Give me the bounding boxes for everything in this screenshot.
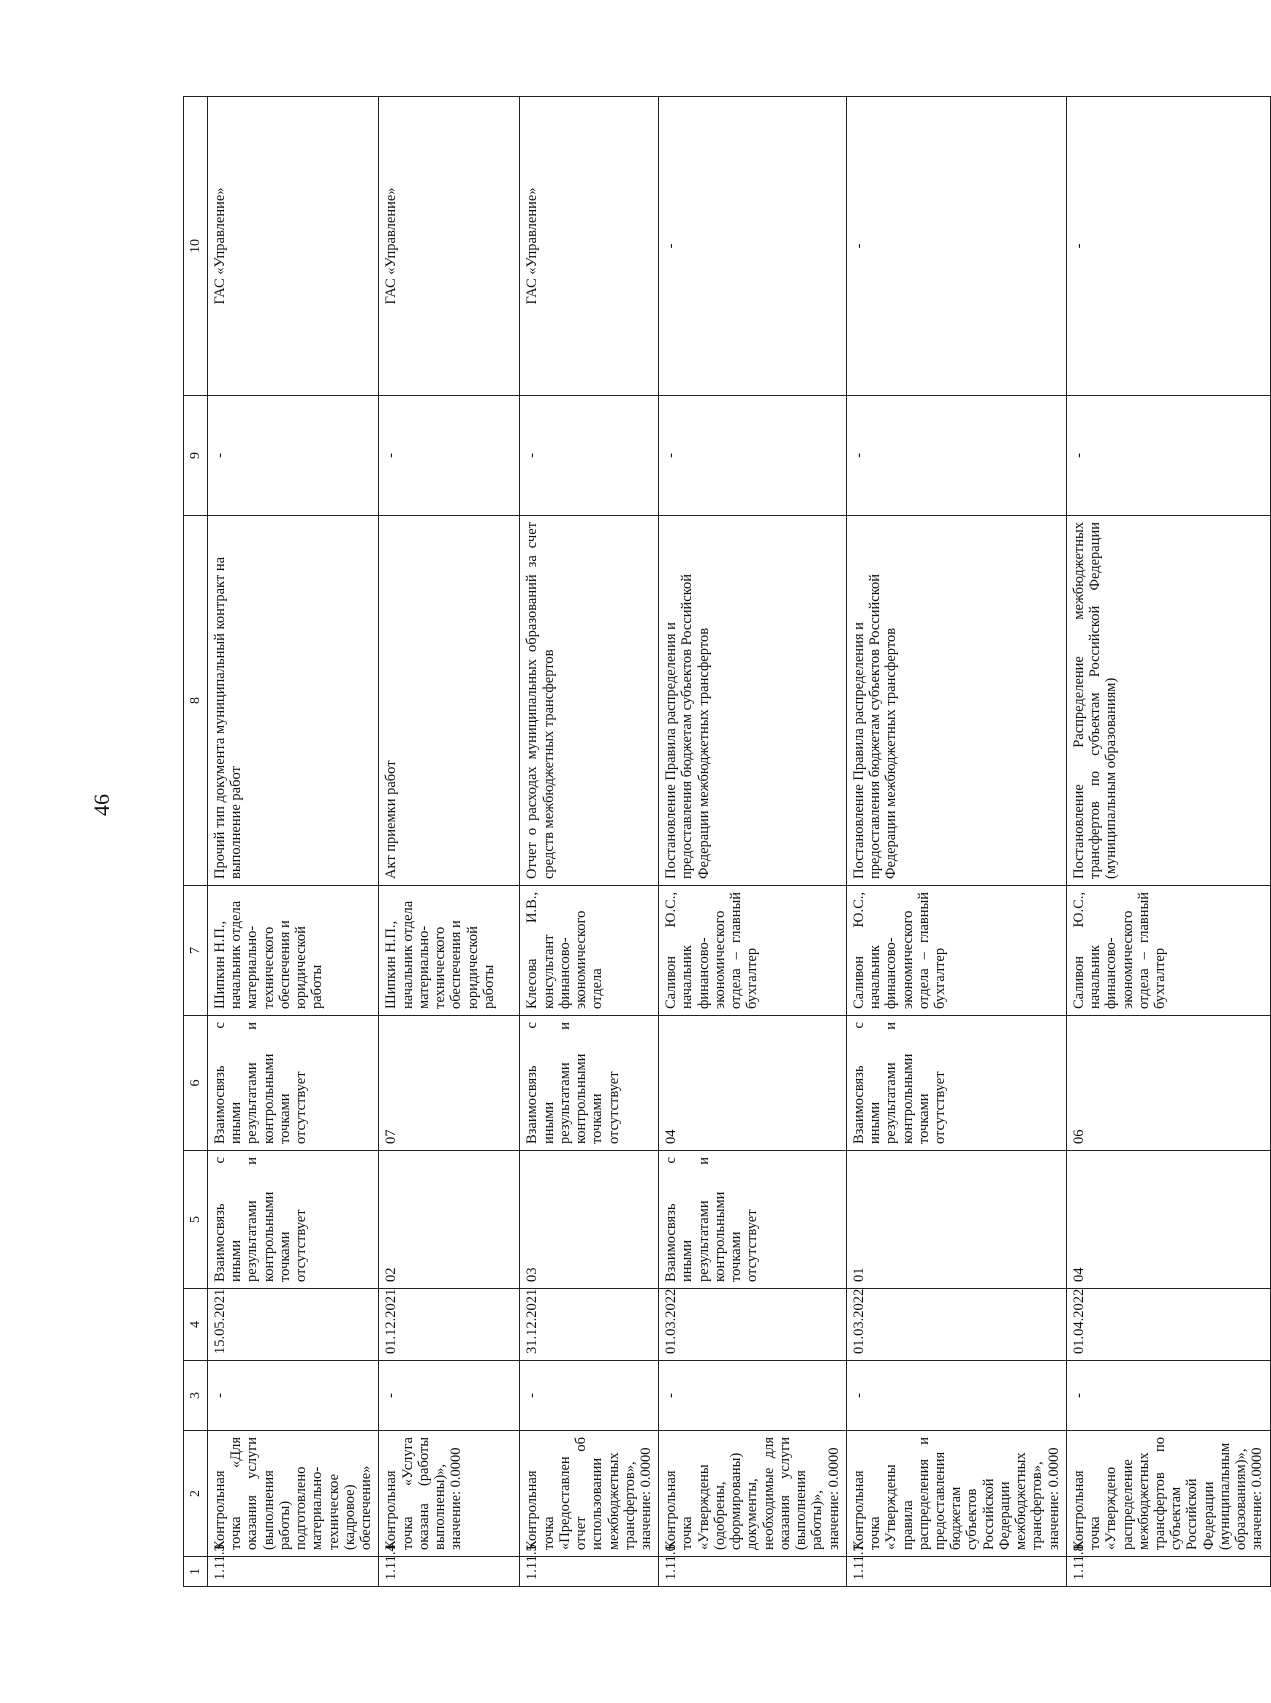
row-id: 1.11.7 [846,1557,1066,1587]
cell-col3: - [1066,1361,1270,1431]
document-type: Постановление Распределение межбюджетных трансфертов по субъектам Российской Федерации (муниципальным образованиям) [1066,516,1270,886]
control-point-name: Контрольная точка «Для оказания услуги (выполнения работы) подготовлено материально-техническое (кадровое) обеспечение» [208,1431,379,1557]
cell-col3: - [659,1361,847,1431]
predecessor-link: Взаимосвязь с иными результатами и контрольными точками отсутствует [208,1151,379,1289]
document-type: Отчет о расходах муниципальных образований за счет средств межбюджетных трансфертов [520,516,659,886]
col-header-1: 1 [184,1557,208,1587]
cell-col3: - [520,1361,659,1431]
predecessor-link: 02 [379,1151,520,1289]
col-header-4: 4 [184,1289,208,1361]
control-point-name: Контрольная точка «Услуга оказана (работы выполнены)», значение: 0.0000 [379,1431,520,1557]
predecessor-link: 01 [846,1151,1066,1289]
info-system: ГАС «Управление» [520,97,659,396]
deadline-date: 31.12.2021 [520,1289,659,1361]
control-point-name: Контрольная точка «Утверждено распределение межбюджетных трансфертов по субъектам Российской Федерации (муниципальным образованиям)», значение: 0.0000 [1066,1431,1270,1557]
cell-col9: - [520,396,659,516]
rotated-table-container [183,97,1266,1587]
info-system: - [1066,97,1270,396]
predecessor-link: Взаимосвязь с иными результатами и контрольными точками отсутствует [659,1151,847,1289]
col-header-7: 7 [184,886,208,1016]
cell-col9: - [846,396,1066,516]
cell-col3: - [208,1361,379,1431]
deadline-date: 01.03.2022 [659,1289,847,1361]
row-id: 1.11.8 [1066,1557,1270,1587]
control-point-name: Контрольная точка «Предоставлен отчет об использовании межбюджетных трансфертов», значение: 0.0000 [520,1431,659,1557]
table-row [659,97,847,1587]
successor-link: Взаимосвязь с иными результатами и контрольными точками отсутствует [520,1016,659,1151]
responsible-person: Клесова И.В., консультант финансово-экономического отдела [520,886,659,1016]
deadline-date: 01.03.2022 [846,1289,1066,1361]
info-system: - [659,97,847,396]
table-row [846,97,1066,1587]
document-type: Акт приемки работ [379,516,520,886]
document-type: Постановление Правила распределения и предоставления бюджетам субъектов Российской Федерации межбюджетных трансфертов [659,516,847,886]
successor-link: 04 [659,1016,847,1151]
responsible-person: Шипкин Н.П., начальник отдела материально-технического обеспечения и юридической работы [208,886,379,1016]
responsible-person: Саливон Ю.С., начальник финансово-экономического отдела – главный бухгалтер [846,886,1066,1016]
col-header-3: 3 [184,1361,208,1431]
responsible-person: Саливон Ю.С., начальник финансово-экономического отдела – главный бухгалтер [1066,886,1270,1016]
col-header-8: 8 [184,516,208,886]
cell-col3: - [846,1361,1066,1431]
page-number: 46 [89,794,114,816]
predecessor-link: 03 [520,1151,659,1289]
info-system: - [846,97,1066,396]
col-header-9: 9 [184,396,208,516]
col-header-5: 5 [184,1151,208,1289]
info-system: ГАС «Управление» [379,97,520,396]
cell-col9: - [208,396,379,516]
successor-link: Взаимосвязь с иными результатами и контрольными точками отсутствует [208,1016,379,1151]
predecessor-link: 04 [1066,1151,1270,1289]
deadline-date: 01.12.2021 [379,1289,520,1361]
info-system: ГАС «Управление» [208,97,379,396]
deadline-date: 01.04.2022 [1066,1289,1270,1361]
control-point-name: Контрольная точка «Утверждены (одобрены, сформированы) документы, необходимые для оказания услуги (выполнения работы)», значение: 0.0000 [659,1431,847,1557]
successor-link: 06 [1066,1016,1270,1151]
table-row [208,97,379,1587]
responsible-person: Шипкин Н.П., начальник отдела материально-технического обеспечения и юридической работы [379,886,520,1016]
successor-link: Взаимосвязь с иными результатами и контрольными точками отсутствует [846,1016,1066,1151]
cell-col9: - [1066,396,1270,516]
table-row [379,97,520,1587]
control-points-table [183,96,1271,1587]
header-row [184,97,208,1587]
row-id: 1.11.5 [520,1557,659,1587]
table-row [1066,97,1270,1587]
deadline-date: 15.05.2021 [208,1289,379,1361]
col-header-10: 10 [184,97,208,396]
col-header-2: 2 [184,1431,208,1557]
row-id: 1.11.4 [379,1557,520,1587]
col-header-6: 6 [184,1016,208,1151]
responsible-person: Саливон Ю.С., начальник финансово-экономического отдела – главный бухгалтер [659,886,847,1016]
cell-col9: - [379,396,520,516]
successor-link: 07 [379,1016,520,1151]
document-type: Постановление Правила распределения и предоставления бюджетам субъектов Российской Федерации межбюджетных трансфертов [846,516,1066,886]
cell-col3: - [379,1361,520,1431]
control-point-name: Контрольная точка «Утверждены правила распределения и предоставления бюджетам субъектов Российской Федерации межбюджетных трансфертов», значение: 0.0000 [846,1431,1066,1557]
table-row [520,97,659,1587]
row-id: 1.11.3 [208,1557,379,1587]
document-type: Прочий тип документа муниципальный контракт на выполнение работ [208,516,379,886]
cell-col9: - [659,396,847,516]
row-id: 1.11.6 [659,1557,847,1587]
